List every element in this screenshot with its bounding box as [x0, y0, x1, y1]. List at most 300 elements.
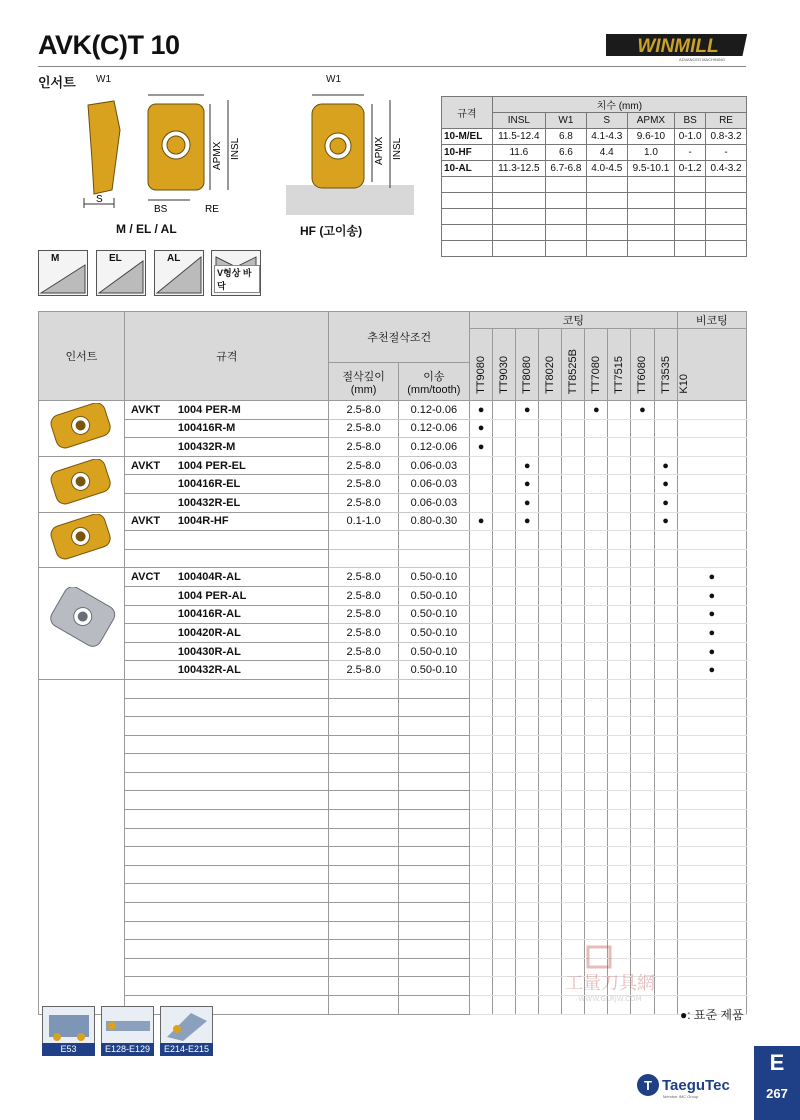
cut-depth: [329, 531, 398, 550]
availability-cell: [470, 642, 493, 661]
empty-row: [39, 828, 747, 847]
availability-cell: [470, 549, 493, 568]
shape-el: EL: [96, 250, 146, 296]
availability-cell: [654, 549, 677, 568]
dim-empty-row: [442, 209, 747, 225]
availability-cell: ●: [470, 401, 493, 420]
availability-cell: [562, 605, 585, 624]
availability-cell: [585, 624, 608, 643]
grade-code: 100432R-EL: [175, 493, 329, 512]
availability-cell: [539, 512, 562, 531]
insert-image-hf: [39, 512, 125, 568]
availability-cell: ●: [470, 438, 493, 457]
feed-rate: 0.50-0.10: [398, 661, 469, 680]
availability-cell: [608, 401, 631, 420]
availability-cell: [562, 438, 585, 457]
insert-grade-table: [38, 311, 747, 1015]
availability-cell: [654, 605, 677, 624]
grade-code: 1004 PER-M: [175, 401, 329, 420]
empty-row: [39, 810, 747, 829]
grade-code: 100432R-M: [175, 438, 329, 457]
availability-cell: [585, 512, 608, 531]
availability-cell: [562, 419, 585, 438]
feed-rate: 0.50-0.10: [398, 642, 469, 661]
header-conditions: 추천절삭조건: [329, 312, 470, 363]
dim-row: [442, 129, 747, 145]
availability-cell: [631, 624, 654, 643]
grade-code: [175, 531, 329, 550]
title-divider: [38, 66, 746, 67]
feed-rate: [398, 531, 469, 550]
availability-cell: [677, 512, 746, 531]
availability-cell: [654, 419, 677, 438]
cut-depth: 2.5-8.0: [329, 438, 398, 457]
cut-depth: 2.5-8.0: [329, 586, 398, 605]
grade-col-header: TT7080: [585, 329, 608, 401]
availability-cell: [654, 438, 677, 457]
page-number: 267: [766, 1086, 788, 1101]
availability-cell: [677, 401, 746, 420]
table-row: [39, 586, 747, 605]
empty-row: [39, 921, 747, 940]
availability-cell: [539, 401, 562, 420]
grade-prefix: [124, 475, 174, 494]
availability-cell: ●: [677, 586, 746, 605]
availability-cell: [585, 549, 608, 568]
cut-depth: 2.5-8.0: [329, 456, 398, 475]
grade-prefix: [124, 642, 174, 661]
feed-rate: 0.06-0.03: [398, 493, 469, 512]
availability-cell: [539, 549, 562, 568]
availability-cell: [562, 624, 585, 643]
availability-cell: [585, 438, 608, 457]
table-row: [39, 475, 747, 494]
dim-value: -: [706, 145, 747, 161]
right-sketch-caption: HF (고이송): [300, 224, 363, 238]
availability-cell: [470, 475, 493, 494]
grade-prefix: AVKT: [124, 512, 174, 531]
cut-depth: 2.5-8.0: [329, 401, 398, 420]
section-tab: [754, 1046, 800, 1120]
availability-cell: [677, 493, 746, 512]
shape-m: M: [38, 250, 88, 296]
table-row: [39, 419, 747, 438]
grade-prefix: [124, 624, 174, 643]
availability-cell: [470, 456, 493, 475]
w1-label-right: W1: [326, 74, 341, 85]
grade-prefix: [124, 549, 174, 568]
table-row: [39, 456, 747, 475]
dim-value: 6.6: [545, 145, 586, 161]
availability-cell: [493, 475, 516, 494]
feed-rate: 0.50-0.10: [398, 568, 469, 587]
dim-value: 11.5-12.4: [492, 129, 545, 145]
dim-empty-row: [442, 241, 747, 257]
empty-row: [39, 698, 747, 717]
availability-cell: [539, 642, 562, 661]
dim-col-insl: INSL: [492, 113, 545, 129]
availability-cell: [470, 531, 493, 550]
availability-cell: [516, 661, 539, 680]
availability-cell: [516, 642, 539, 661]
legend-standard: ●: 표준 제품: [680, 1008, 744, 1022]
availability-cell: [608, 456, 631, 475]
availability-cell: [539, 419, 562, 438]
feed-rate: 0.80-0.30: [398, 512, 469, 531]
availability-cell: ●: [470, 419, 493, 438]
availability-cell: [493, 661, 516, 680]
svg-text:Member IMC Group: Member IMC Group: [663, 1094, 699, 1099]
grade-col-header: TT6080: [631, 329, 654, 401]
header-feed: 이송 (mm/tooth): [398, 363, 469, 401]
grade-col-header: TT9080: [470, 329, 493, 401]
availability-cell: [677, 419, 746, 438]
grade-prefix: AVKT: [124, 401, 174, 420]
dim-value: 11.6: [492, 145, 545, 161]
availability-cell: [608, 493, 631, 512]
feed-rate: 0.50-0.10: [398, 605, 469, 624]
grade-prefix: [124, 493, 174, 512]
availability-cell: [470, 624, 493, 643]
empty-row: [39, 679, 747, 698]
svg-text:INSL: INSL: [392, 137, 403, 160]
availability-cell: [516, 549, 539, 568]
availability-cell: [493, 549, 516, 568]
availability-cell: [470, 586, 493, 605]
insert-image-el: [39, 456, 125, 512]
watermark: [540, 945, 680, 1005]
availability-cell: ●: [677, 605, 746, 624]
grade-code: 100420R-AL: [175, 624, 329, 643]
availability-cell: [631, 419, 654, 438]
availability-cell: [631, 438, 654, 457]
availability-cell: [493, 401, 516, 420]
availability-cell: ●: [677, 661, 746, 680]
availability-cell: [631, 549, 654, 568]
availability-cell: [677, 438, 746, 457]
availability-cell: [516, 419, 539, 438]
availability-cell: [516, 438, 539, 457]
grade-col-header: TT9030: [493, 329, 516, 401]
table-row: [39, 512, 747, 531]
cut-depth: 2.5-8.0: [329, 642, 398, 661]
availability-cell: [539, 586, 562, 605]
availability-cell: [493, 605, 516, 624]
svg-text:APMX: APMX: [212, 141, 223, 170]
section-subtitle: 인서트: [38, 75, 76, 90]
availability-cell: [631, 586, 654, 605]
dim-value: 0-1.0: [675, 129, 706, 145]
availability-cell: [585, 661, 608, 680]
availability-cell: [654, 568, 677, 587]
shape-al: AL: [154, 250, 204, 296]
grade-code: 1004 PER-AL: [175, 586, 329, 605]
availability-cell: ●: [631, 401, 654, 420]
empty-row: [39, 884, 747, 903]
availability-cell: [608, 475, 631, 494]
availability-cell: [470, 605, 493, 624]
availability-cell: ●: [516, 475, 539, 494]
availability-cell: [654, 531, 677, 550]
availability-cell: [493, 624, 516, 643]
left-sketch-caption: M / EL / AL: [116, 222, 177, 236]
availability-cell: [654, 586, 677, 605]
grade-code: 100416R-AL: [175, 605, 329, 624]
grade-prefix: [124, 438, 174, 457]
availability-cell: [585, 493, 608, 512]
availability-cell: [562, 586, 585, 605]
ref-thumb-e53[interactable]: E53: [42, 1006, 95, 1056]
availability-cell: [677, 549, 746, 568]
feed-rate: [398, 549, 469, 568]
dim-value: 1.0: [627, 145, 675, 161]
dim-col-bs: BS: [675, 113, 706, 129]
availability-cell: [539, 605, 562, 624]
table-row: [39, 568, 747, 587]
section-tab-letter: E: [769, 1050, 785, 1075]
availability-cell: [654, 401, 677, 420]
cut-depth: 2.5-8.0: [329, 568, 398, 587]
dim-empty-row: [442, 225, 747, 241]
availability-cell: [631, 568, 654, 587]
dim-grade: 10-M/EL: [442, 129, 493, 145]
table-row: [39, 493, 747, 512]
dim-col-s: S: [586, 113, 627, 129]
cut-depth: 2.5-8.0: [329, 624, 398, 643]
availability-cell: [608, 661, 631, 680]
availability-cell: [493, 531, 516, 550]
dim-header-grade: 규격: [442, 97, 493, 129]
empty-row: [39, 791, 747, 810]
table-row: [39, 438, 747, 457]
availability-cell: [631, 605, 654, 624]
empty-row: [39, 865, 747, 884]
availability-cell: [608, 568, 631, 587]
grade-code: 100416R-M: [175, 419, 329, 438]
header-insert: 인서트: [39, 312, 125, 401]
empty-row: [39, 903, 747, 922]
availability-cell: [677, 475, 746, 494]
feed-rate: 0.06-0.03: [398, 456, 469, 475]
availability-cell: ●: [654, 512, 677, 531]
cut-depth: 2.5-8.0: [329, 475, 398, 494]
availability-cell: ●: [654, 475, 677, 494]
availability-cell: [493, 419, 516, 438]
availability-cell: [608, 605, 631, 624]
availability-cell: [562, 531, 585, 550]
availability-cell: [585, 456, 608, 475]
grade-col-header: TT8080: [516, 329, 539, 401]
feed-rate: 0.06-0.03: [398, 475, 469, 494]
grade-code: 1004R-HF: [175, 512, 329, 531]
ref-thumb-e214[interactable]: E214-E215: [160, 1006, 213, 1056]
table-row: [39, 401, 747, 420]
shape-v-bottom: V형상 바닥: [211, 250, 261, 296]
availability-cell: [654, 624, 677, 643]
availability-cell: [562, 401, 585, 420]
availability-cell: [493, 438, 516, 457]
availability-cell: [516, 531, 539, 550]
availability-cell: [562, 456, 585, 475]
availability-cell: ●: [516, 456, 539, 475]
availability-cell: [631, 493, 654, 512]
availability-cell: [562, 493, 585, 512]
ref-thumb-e128[interactable]: E128-E129: [101, 1006, 154, 1056]
cut-depth: 2.5-8.0: [329, 661, 398, 680]
availability-cell: ●: [677, 642, 746, 661]
availability-cell: [562, 661, 585, 680]
availability-cell: ●: [654, 456, 677, 475]
dim-col-apmx: APMX: [627, 113, 675, 129]
cut-depth: 2.5-8.0: [329, 493, 398, 512]
page-title: AVK(C)T 10: [38, 30, 180, 60]
availability-cell: [631, 531, 654, 550]
grade-prefix: [124, 531, 174, 550]
empty-row: [39, 735, 747, 754]
availability-cell: [608, 549, 631, 568]
availability-cell: [562, 642, 585, 661]
dim-value: 0-1.2: [675, 161, 706, 177]
svg-text:INSL: INSL: [230, 137, 241, 160]
availability-cell: [631, 512, 654, 531]
availability-cell: [608, 531, 631, 550]
empty-row: [39, 754, 747, 773]
empty-row: [39, 772, 747, 791]
availability-cell: [631, 661, 654, 680]
insert-sketch-m-el-al: [70, 90, 250, 225]
availability-cell: [516, 624, 539, 643]
availability-cell: [608, 586, 631, 605]
table-row: [39, 661, 747, 680]
dim-value: 11.3-12.5: [492, 161, 545, 177]
grade-prefix: [124, 419, 174, 438]
empty-row: [39, 847, 747, 866]
availability-cell: [654, 642, 677, 661]
availability-cell: [539, 438, 562, 457]
grade-code: 100430R-AL: [175, 642, 329, 661]
feed-rate: 0.12-0.06: [398, 438, 469, 457]
cut-depth: 2.5-8.0: [329, 605, 398, 624]
dim-col-re: RE: [706, 113, 747, 129]
availability-cell: ●: [654, 493, 677, 512]
availability-cell: [470, 493, 493, 512]
availability-cell: [493, 512, 516, 531]
dim-value: 0.4-3.2: [706, 161, 747, 177]
header-grade: 규격: [124, 312, 329, 401]
availability-cell: [677, 456, 746, 475]
availability-cell: [539, 624, 562, 643]
availability-cell: [493, 586, 516, 605]
dim-grade: 10-AL: [442, 161, 493, 177]
availability-cell: [585, 568, 608, 587]
insert-image-al: [39, 568, 125, 680]
dim-grade: 10-HF: [442, 145, 493, 161]
dimension-table: [441, 96, 747, 257]
grade-col-header: TT8020: [539, 329, 562, 401]
availability-cell: ●: [470, 512, 493, 531]
availability-cell: ●: [585, 401, 608, 420]
table-row: [39, 642, 747, 661]
availability-cell: [585, 586, 608, 605]
empty-row: [39, 717, 747, 736]
feed-rate: 0.50-0.10: [398, 624, 469, 643]
grade-prefix: [124, 586, 174, 605]
availability-cell: ●: [516, 401, 539, 420]
availability-cell: ●: [677, 624, 746, 643]
feed-rate: 0.50-0.10: [398, 586, 469, 605]
svg-text:WINMILL: WINMILL: [637, 36, 719, 57]
insert-image-m: [39, 401, 125, 457]
winmill-logo: [606, 30, 748, 62]
dim-value: -: [675, 145, 706, 161]
availability-cell: [516, 605, 539, 624]
svg-text:T: T: [644, 1078, 652, 1093]
availability-cell: [470, 568, 493, 587]
availability-cell: [516, 568, 539, 587]
availability-cell: [562, 512, 585, 531]
availability-cell: [608, 512, 631, 531]
feed-rate: 0.12-0.06: [398, 401, 469, 420]
dim-value: 6.8: [545, 129, 586, 145]
svg-text:RE: RE: [205, 204, 219, 215]
cut-depth: 0.1-1.0: [329, 512, 398, 531]
table-row: [39, 549, 747, 568]
dim-empty-row: [442, 177, 747, 193]
availability-cell: [608, 419, 631, 438]
header-coated: 코팅: [470, 312, 678, 329]
dim-header-group: 치수 (mm): [492, 97, 746, 113]
availability-cell: ●: [516, 512, 539, 531]
header-depth: 절삭깊이 (mm): [329, 363, 398, 401]
grade-code: 100416R-EL: [175, 475, 329, 494]
grade-code: [175, 549, 329, 568]
availability-cell: [562, 568, 585, 587]
feed-rate: 0.12-0.06: [398, 419, 469, 438]
dim-empty-row: [442, 193, 747, 209]
taegutec-logo: [636, 1072, 748, 1100]
availability-cell: [539, 456, 562, 475]
grade-prefix: AVCT: [124, 568, 174, 587]
table-row: [39, 605, 747, 624]
grade-col-header: K10: [677, 329, 746, 401]
availability-cell: [585, 605, 608, 624]
dim-value: 6.7-6.8: [545, 161, 586, 177]
availability-cell: [493, 568, 516, 587]
table-row: [39, 624, 747, 643]
w1-label-left: W1: [96, 74, 111, 85]
grade-prefix: AVKT: [124, 456, 174, 475]
dim-value: 4.4: [586, 145, 627, 161]
svg-text:BS: BS: [154, 204, 168, 215]
dim-value: 9.5-10.1: [627, 161, 675, 177]
cut-depth: 2.5-8.0: [329, 419, 398, 438]
grade-prefix: [124, 661, 174, 680]
availability-cell: [539, 661, 562, 680]
dim-row: [442, 161, 747, 177]
availability-cell: [585, 475, 608, 494]
header-uncoated: 비코팅: [677, 312, 746, 329]
grade-code: 100432R-AL: [175, 661, 329, 680]
availability-cell: ●: [516, 493, 539, 512]
availability-cell: [608, 642, 631, 661]
availability-cell: [539, 493, 562, 512]
table-row: [39, 531, 747, 550]
availability-cell: [585, 642, 608, 661]
grade-col-header: TT3535: [654, 329, 677, 401]
grade-code: 1004 PER-EL: [175, 456, 329, 475]
cut-depth: [329, 549, 398, 568]
availability-cell: [631, 475, 654, 494]
